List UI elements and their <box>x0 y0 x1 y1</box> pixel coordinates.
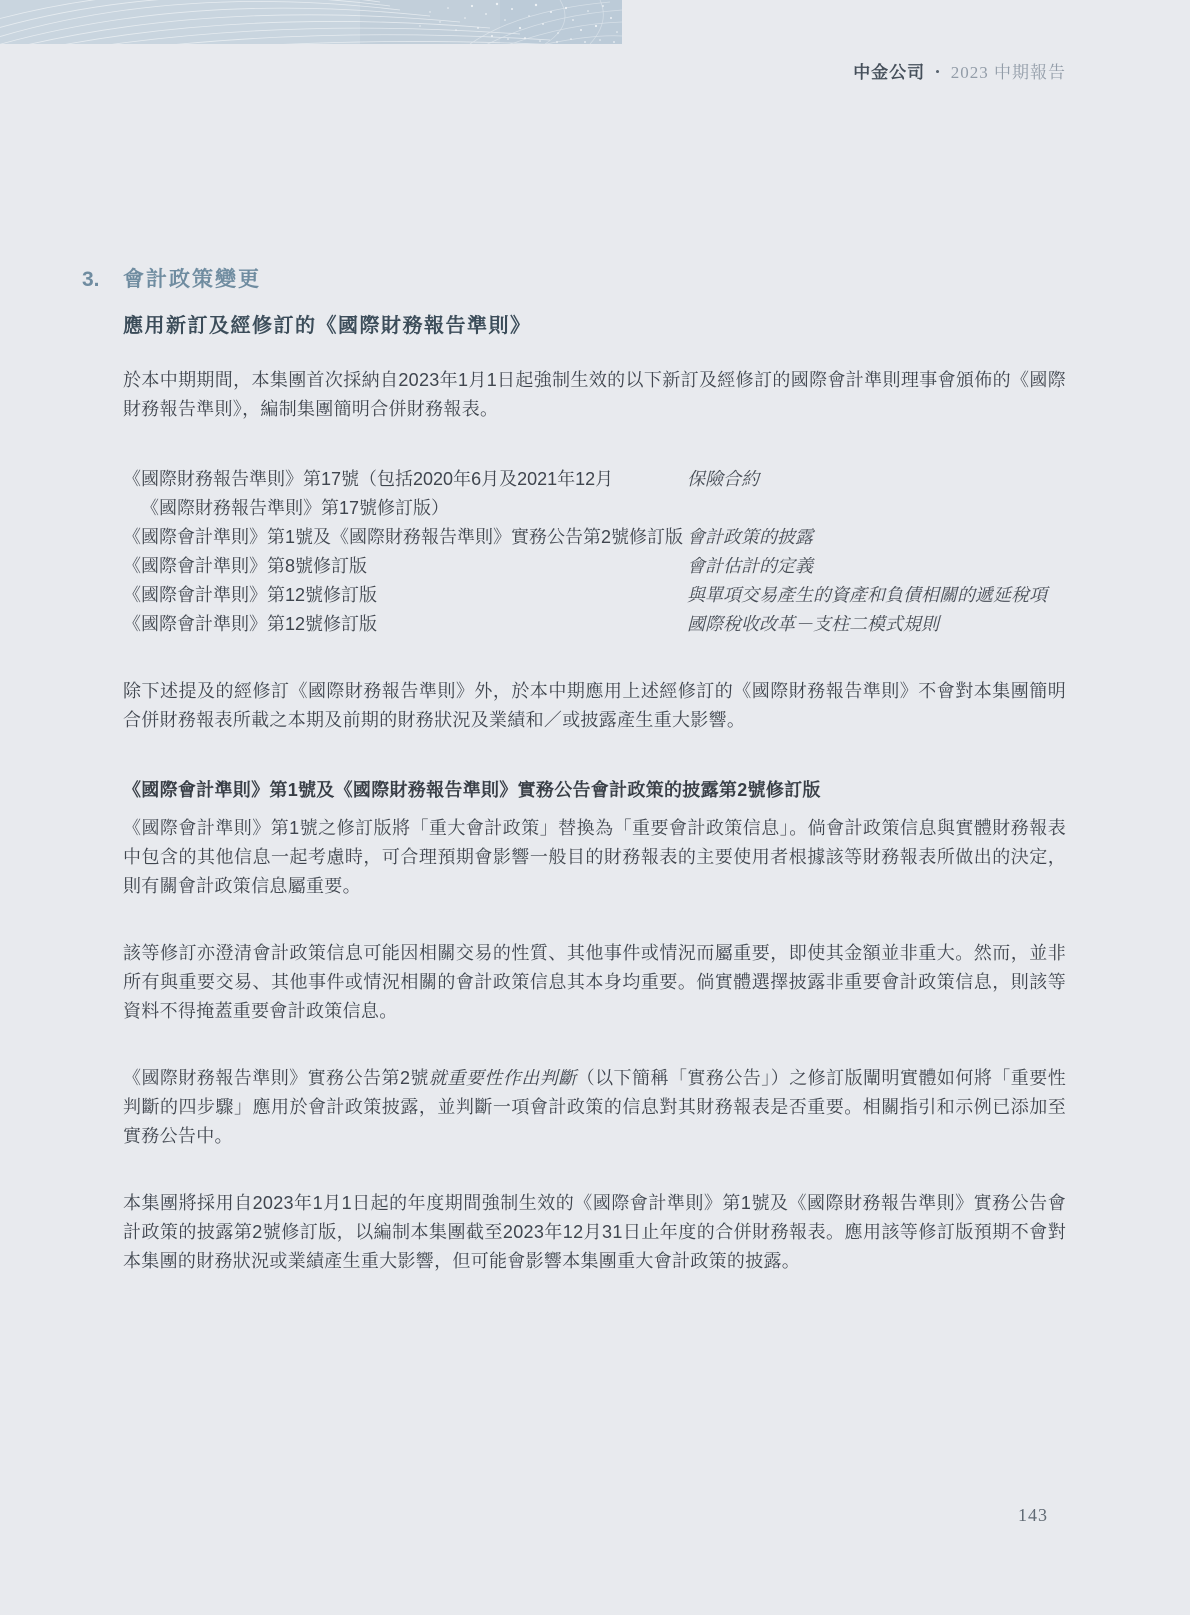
standards-row <box>123 465 1066 523</box>
practice-prefix: 《國際財務報告準則》實務公告第2號 <box>123 1068 429 1088</box>
standard-subject: 會計政策的披露 <box>687 527 813 547</box>
standards-row <box>123 552 1066 581</box>
bullet-separator: • <box>935 64 941 79</box>
standard-subject: 與單項交易產生的資產和負債相關的遞延稅項 <box>687 585 1047 605</box>
standard-subject: 保險合約 <box>687 469 759 489</box>
standards-row <box>123 581 1066 610</box>
paragraph-material-policy: 《國際會計準則》第1號之修訂版將「重大會計政策」替換為「重要會計政策信息」。倘會計政策信息與實體財務報表中包含的其他信息一起考慮時，可合理預期會影響一般目的財務報表的主要使用者根據該等財務報表所做出的決定，則有關會計政策信息屬重要。 <box>123 818 1066 896</box>
standard-name: 《國際財務報告準則》第17號（包括2020年6月及2021年12月 《國際財務報告準則》第17號修訂版） <box>123 469 614 518</box>
standard-name: 《國際會計準則》第12號修訂版 <box>123 585 378 605</box>
standards-row <box>123 610 1066 639</box>
section-title: 會計政策變更 <box>123 268 261 291</box>
section-number: 3. <box>82 268 100 291</box>
standard-subject: 國際稅收改革－支柱二模式規則 <box>687 614 939 634</box>
paragraph-intro: 於本中期期間，本集團首次採納自2023年1月1日起強制生效的以下新訂及經修訂的國際會計準則理事會頒佈的《國際財務報告準則》，編制集團簡明合併財務報表。 <box>123 370 1066 419</box>
paragraph-practice-statement <box>123 1064 1066 1151</box>
section-heading <box>82 265 1066 295</box>
standards-list <box>123 465 1066 639</box>
report-title: 2023 中期報告 <box>950 63 1066 82</box>
page-number: 143 <box>1018 1505 1048 1525</box>
standard-name: 《國際會計準則》第1號及《國際財務報告準則》實務公告第2號修訂版 <box>123 527 684 547</box>
standard-name: 《國際會計準則》第12號修訂版 <box>123 614 378 634</box>
standard-subject: 會計估計的定義 <box>687 556 813 576</box>
practice-suffix: （以下簡稱「實務公告」）之修訂版闡明實體如何將「重要性判斷的四步驟」應用於會計政策披露，並判斷一項會計政策的信息對其財務報表是否重要。相關指引和示例已添加至實務公告中。 <box>123 1068 1066 1146</box>
amendment-heading: 《國際會計準則》第1號及《國際財務報告準則》實務公告會計政策的披露第2號修訂版 <box>123 780 821 800</box>
paragraph-adoption: 本集團將採用自2023年1月1日起的年度期間強制生效的《國際會計準則》第1號及《國際財務報告準則》實務公告會計政策的披露第2號修訂版，以編制本集團截至2023年12月31日止年度的合併財務報表。應用該等修訂版預期不會對本集團的財務狀況或業績產生重大影響，但可能會影響本集團重大會計政策的披露。 <box>123 1193 1066 1271</box>
company-name: 中金公司 <box>853 63 926 82</box>
paragraph-clarification: 該等修訂亦澄清會計政策信息可能因相關交易的性質、其他事件或情況而屬重要，即使其金額並非重大。然而，並非所有與重要交易、其他事件或情況相關的會計政策信息其本身均重要。倘實體選擇披露非重要會計政策信息，則該等資料不得掩蓋重要會計政策信息。 <box>123 943 1066 1021</box>
paragraph-no-impact: 除下述提及的經修訂《國際財務報告準則》外，於本中期應用上述經修訂的《國際財務報告準則》不會對本集團簡明合併財務報表所載之本期及前期的財務狀況及業績和／或披露產生重大影響。 <box>123 681 1066 730</box>
standard-name: 《國際會計準則》第8號修訂版 <box>123 556 368 576</box>
practice-italic-title: 就重要性作出判斷 <box>428 1068 577 1088</box>
standards-row <box>123 523 1066 552</box>
section-subtitle: 應用新訂及經修訂的《國際財務報告準則》 <box>123 315 532 337</box>
